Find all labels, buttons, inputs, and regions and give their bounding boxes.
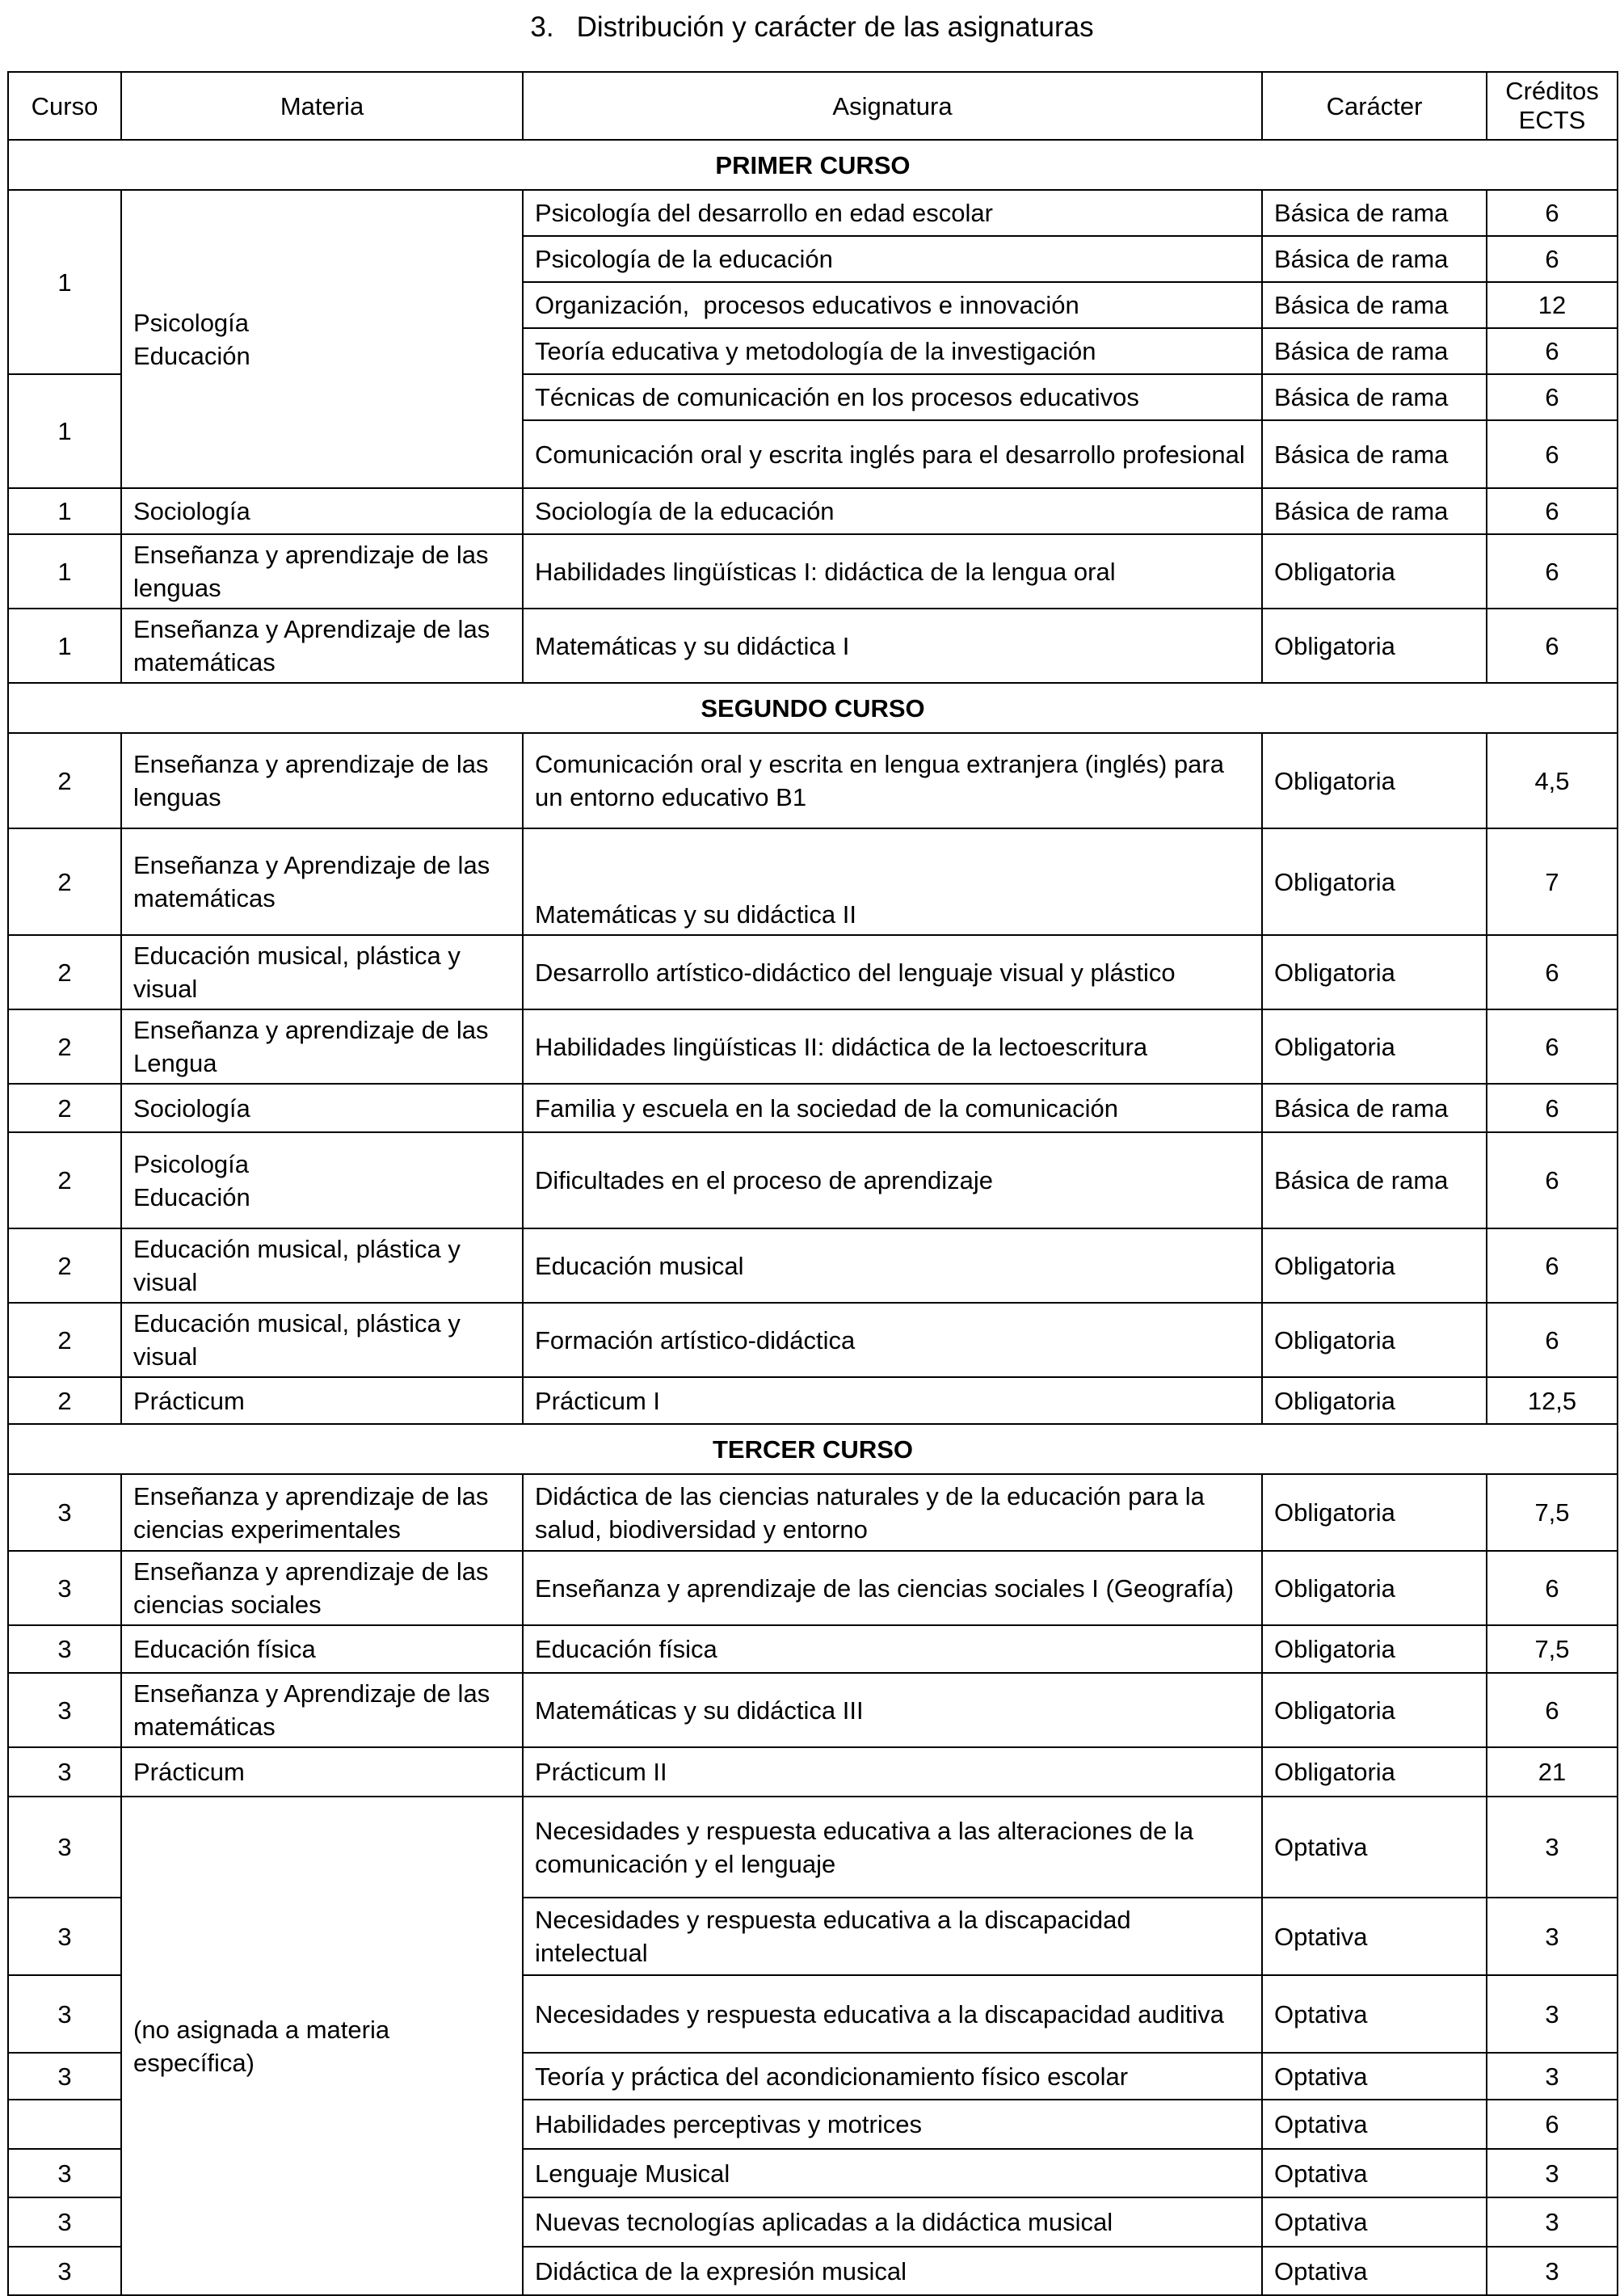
- cell-creditos: 6: [1487, 1673, 1618, 1747]
- cell-materia: Educación física: [121, 1625, 523, 1673]
- cell-creditos: 7: [1487, 828, 1618, 935]
- cell-curso: 3: [8, 2149, 121, 2197]
- table-row: [8, 1303, 1618, 1377]
- cell-asignatura: Nuevas tecnologías aplicadas a la didáctica musical: [523, 2197, 1262, 2247]
- cell-curso: 2: [8, 828, 121, 935]
- cell-curso: 1: [8, 609, 121, 683]
- cell-caracter: Básica de rama: [1262, 282, 1487, 328]
- cell-creditos: 12,5: [1487, 1377, 1618, 1424]
- cell-materia: Psicología Educación: [121, 1132, 523, 1228]
- table-row: [8, 190, 1618, 236]
- table-row: [8, 1625, 1618, 1673]
- cell-materia: Educación musical, plástica y visual: [121, 935, 523, 1009]
- table-row: [8, 1551, 1618, 1625]
- cell-asignatura: Psicología del desarrollo en edad escolar: [523, 190, 1262, 236]
- cell-caracter: Optativa: [1262, 2100, 1487, 2149]
- cell-curso: 1: [8, 374, 121, 488]
- cell-caracter: Obligatoria: [1262, 1009, 1487, 1084]
- cell-caracter: Obligatoria: [1262, 935, 1487, 1009]
- cell-creditos: 6: [1487, 1009, 1618, 1084]
- cell-curso: 3: [8, 1797, 121, 1898]
- cell-caracter: Obligatoria: [1262, 1303, 1487, 1377]
- cell-asignatura: Prácticum I: [523, 1377, 1262, 1424]
- cell-caracter: Optativa: [1262, 2197, 1487, 2247]
- cell-caracter: Obligatoria: [1262, 1474, 1487, 1551]
- cell-asignatura: Habilidades lingüísticas I: didáctica de la lengua oral: [523, 534, 1262, 609]
- cell-caracter: Optativa: [1262, 2053, 1487, 2100]
- cell-caracter: Obligatoria: [1262, 609, 1487, 683]
- cell-creditos: 3: [1487, 1898, 1618, 1975]
- cell-caracter: Optativa: [1262, 1797, 1487, 1898]
- heading-title: Distribución y carácter de las asignaturas: [576, 11, 1094, 43]
- cell-creditos: 6: [1487, 488, 1618, 534]
- cell-asignatura: Prácticum II: [523, 1747, 1262, 1797]
- cell-creditos: 6: [1487, 1132, 1618, 1228]
- cell-caracter: Obligatoria: [1262, 828, 1487, 935]
- cell-caracter: Obligatoria: [1262, 1551, 1487, 1625]
- cell-creditos: 6: [1487, 534, 1618, 609]
- cell-creditos: 4,5: [1487, 733, 1618, 828]
- cell-creditos: 6: [1487, 374, 1618, 420]
- table-row: [8, 1377, 1618, 1424]
- cell-caracter: Básica de rama: [1262, 420, 1487, 488]
- cell-caracter: Obligatoria: [1262, 1747, 1487, 1797]
- cell-curso: 3: [8, 1625, 121, 1673]
- cell-caracter: Optativa: [1262, 2247, 1487, 2295]
- table-row: [8, 1228, 1618, 1303]
- cell-creditos: 6: [1487, 1551, 1618, 1625]
- cell-creditos: 3: [1487, 1975, 1618, 2053]
- table-row: [8, 1132, 1618, 1228]
- cell-materia: Prácticum: [121, 1377, 523, 1424]
- cell-curso: 2: [8, 1084, 121, 1132]
- cell-caracter: Básica de rama: [1262, 374, 1487, 420]
- cell-asignatura: Teoría educativa y metodología de la investigación: [523, 328, 1262, 374]
- cell-curso: 2: [8, 1132, 121, 1228]
- cell-creditos: 6: [1487, 935, 1618, 1009]
- cell-curso: 2: [8, 935, 121, 1009]
- cell-caracter: Obligatoria: [1262, 1377, 1487, 1424]
- cell-creditos: 6: [1487, 420, 1618, 488]
- cell-caracter: Obligatoria: [1262, 1228, 1487, 1303]
- cell-curso: 1: [8, 534, 121, 609]
- cell-materia: Enseñanza y Aprendizaje de las matemáticas: [121, 1673, 523, 1747]
- cell-curso: 2: [8, 1377, 121, 1424]
- cell-materia: Prácticum: [121, 1747, 523, 1797]
- cell-creditos: 6: [1487, 2100, 1618, 2149]
- cell-creditos: 6: [1487, 1084, 1618, 1132]
- cell-asignatura: Matemáticas y su didáctica III: [523, 1673, 1262, 1747]
- cell-creditos: 6: [1487, 236, 1618, 282]
- cell-creditos: 21: [1487, 1747, 1618, 1797]
- cell-asignatura: Desarrollo artístico-didáctico del lenguaje visual y plástico: [523, 935, 1262, 1009]
- cell-asignatura: Educación musical: [523, 1228, 1262, 1303]
- cell-asignatura: Habilidades perceptivas y motrices: [523, 2100, 1262, 2149]
- section-row: [8, 1424, 1618, 1474]
- subjects-table: [7, 71, 1618, 2296]
- cell-curso: 3: [8, 1898, 121, 1975]
- cell-caracter: Básica de rama: [1262, 1132, 1487, 1228]
- table-row: [8, 1797, 1618, 1898]
- cell-asignatura: Matemáticas y su didáctica II: [523, 828, 1262, 935]
- cell-creditos: 3: [1487, 2149, 1618, 2197]
- cell-caracter: Básica de rama: [1262, 1084, 1487, 1132]
- cell-curso: 3: [8, 1975, 121, 2053]
- table-row: [8, 1084, 1618, 1132]
- cell-curso: 3: [8, 2247, 121, 2295]
- cell-creditos: 3: [1487, 2247, 1618, 2295]
- table-row: [8, 1673, 1618, 1747]
- cell-caracter: Básica de rama: [1262, 328, 1487, 374]
- column-header-caracter: Carácter: [1262, 72, 1487, 140]
- column-header-creditos: Créditos ECTS: [1487, 72, 1618, 140]
- section-title: TERCER CURSO: [8, 1424, 1618, 1474]
- cell-caracter: Básica de rama: [1262, 190, 1487, 236]
- cell-creditos: 7,5: [1487, 1474, 1618, 1551]
- cell-materia: Educación musical, plástica y visual: [121, 1303, 523, 1377]
- cell-materia: (no asignada a materia específica): [121, 1797, 523, 2295]
- section-row: [8, 683, 1618, 733]
- cell-creditos: 6: [1487, 328, 1618, 374]
- cell-caracter: Obligatoria: [1262, 1625, 1487, 1673]
- cell-asignatura: Teoría y práctica del acondicionamiento físico escolar: [523, 2053, 1262, 2100]
- cell-materia: Sociología: [121, 488, 523, 534]
- cell-asignatura: Sociología de la educación: [523, 488, 1262, 534]
- cell-creditos: 3: [1487, 2053, 1618, 2100]
- cell-caracter: Optativa: [1262, 2149, 1487, 2197]
- cell-curso: 3: [8, 1551, 121, 1625]
- cell-caracter: Obligatoria: [1262, 1673, 1487, 1747]
- section-row: [8, 140, 1618, 190]
- table-header-row: [8, 72, 1618, 140]
- cell-creditos: 6: [1487, 609, 1618, 683]
- cell-curso: 2: [8, 1303, 121, 1377]
- cell-caracter: Obligatoria: [1262, 534, 1487, 609]
- cell-materia: Enseñanza y aprendizaje de las ciencias experimentales: [121, 1474, 523, 1551]
- cell-asignatura: Dificultades en el proceso de aprendizaje: [523, 1132, 1262, 1228]
- cell-materia: Sociología: [121, 1084, 523, 1132]
- table-row: [8, 609, 1618, 683]
- cell-materia: Enseñanza y aprendizaje de las lenguas: [121, 534, 523, 609]
- table-row: [8, 935, 1618, 1009]
- cell-curso: 1: [8, 488, 121, 534]
- cell-creditos: 6: [1487, 1228, 1618, 1303]
- cell-asignatura: Lenguaje Musical: [523, 2149, 1262, 2197]
- cell-asignatura: Matemáticas y su didáctica I: [523, 609, 1262, 683]
- cell-curso: 2: [8, 733, 121, 828]
- cell-asignatura: Necesidades y respuesta educativa a la discapacidad auditiva: [523, 1975, 1262, 2053]
- cell-asignatura: Técnicas de comunicación en los procesos educativos: [523, 374, 1262, 420]
- cell-curso: 3: [8, 2053, 121, 2100]
- cell-asignatura: Didáctica de las ciencias naturales y de la educación para la salud, biodiversidad y entorno: [523, 1474, 1262, 1551]
- cell-caracter: Básica de rama: [1262, 236, 1487, 282]
- cell-caracter: Obligatoria: [1262, 733, 1487, 828]
- cell-asignatura: Psicología de la educación: [523, 236, 1262, 282]
- cell-caracter: Básica de rama: [1262, 488, 1487, 534]
- cell-materia: Psicología Educación: [121, 190, 523, 488]
- cell-creditos: 12: [1487, 282, 1618, 328]
- cell-asignatura: Necesidades y respuesta educativa a la discapacidad intelectual: [523, 1898, 1262, 1975]
- cell-asignatura: Enseñanza y aprendizaje de las ciencias sociales I (Geografía): [523, 1551, 1262, 1625]
- cell-curso: 1: [8, 190, 121, 374]
- cell-curso: 3: [8, 1673, 121, 1747]
- cell-curso: 2: [8, 1228, 121, 1303]
- section-title: PRIMER CURSO: [8, 140, 1618, 190]
- cell-curso: 3: [8, 1747, 121, 1797]
- cell-asignatura: Educación física: [523, 1625, 1262, 1673]
- table-row: [8, 1009, 1618, 1084]
- cell-asignatura: Comunicación oral y escrita en lengua extranjera (inglés) para un entorno educativo B1: [523, 733, 1262, 828]
- cell-caracter: Optativa: [1262, 1975, 1487, 2053]
- cell-asignatura: Didáctica de la expresión musical: [523, 2247, 1262, 2295]
- cell-creditos: 6: [1487, 1303, 1618, 1377]
- cell-materia: Enseñanza y Aprendizaje de las matemáticas: [121, 609, 523, 683]
- cell-curso: 3: [8, 1474, 121, 1551]
- column-header-materia: Materia: [121, 72, 523, 140]
- cell-asignatura: Habilidades lingüísticas II: didáctica de la lectoescritura: [523, 1009, 1262, 1084]
- cell-asignatura: Comunicación oral y escrita inglés para el desarrollo profesional: [523, 420, 1262, 488]
- table-row: [8, 733, 1618, 828]
- table-row: [8, 1474, 1618, 1551]
- cell-asignatura: Organización, procesos educativos e innovación: [523, 282, 1262, 328]
- cell-materia: Educación musical, plástica y visual: [121, 1228, 523, 1303]
- table-row: [8, 828, 1618, 935]
- cell-materia: Enseñanza y Aprendizaje de las matemáticas: [121, 828, 523, 935]
- cell-curso: 3: [8, 2197, 121, 2247]
- cell-asignatura: Necesidades y respuesta educativa a las alteraciones de la comunicación y el lenguaje: [523, 1797, 1262, 1898]
- cell-creditos: 6: [1487, 190, 1618, 236]
- table-row: [8, 1747, 1618, 1797]
- document-heading: [0, 8, 1624, 47]
- cell-caracter: Optativa: [1262, 1898, 1487, 1975]
- cell-curso: 2: [8, 1009, 121, 1084]
- cell-materia: Enseñanza y aprendizaje de las lenguas: [121, 733, 523, 828]
- table-row: [8, 488, 1618, 534]
- cell-materia: Enseñanza y aprendizaje de las Lengua: [121, 1009, 523, 1084]
- column-header-asignatura: Asignatura: [523, 72, 1262, 140]
- heading-number: 3.: [530, 11, 554, 43]
- column-header-curso: Curso: [8, 72, 121, 140]
- cell-creditos: 3: [1487, 1797, 1618, 1898]
- cell-creditos: 3: [1487, 2197, 1618, 2247]
- table-row: [8, 534, 1618, 609]
- cell-asignatura: Formación artístico-didáctica: [523, 1303, 1262, 1377]
- cell-asignatura: Familia y escuela en la sociedad de la comunicación: [523, 1084, 1262, 1132]
- section-title: SEGUNDO CURSO: [8, 683, 1618, 733]
- cell-curso: [8, 2100, 121, 2149]
- cell-creditos: 7,5: [1487, 1625, 1618, 1673]
- cell-materia: Enseñanza y aprendizaje de las ciencias sociales: [121, 1551, 523, 1625]
